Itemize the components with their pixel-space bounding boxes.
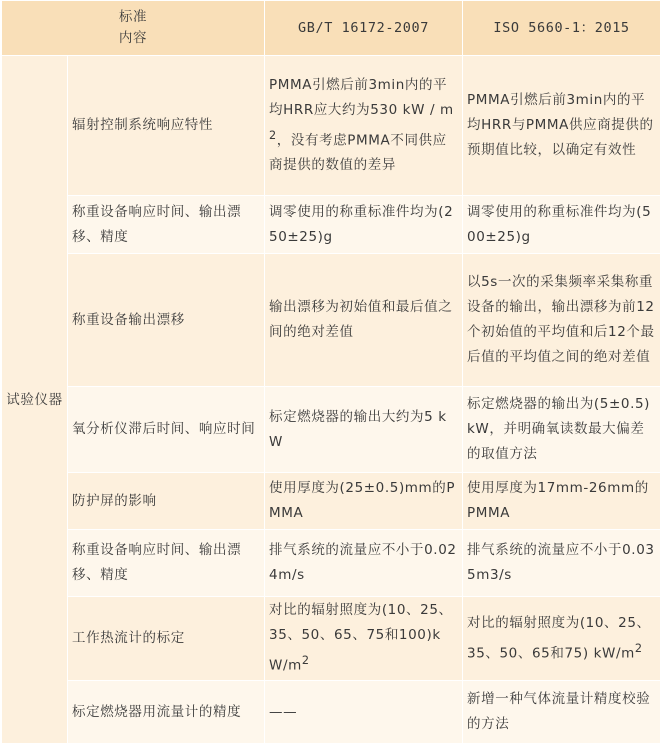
comparison-table xyxy=(1,0,661,744)
item-cell: 辐射控制系统响应特性 xyxy=(68,56,265,196)
item-cell: 工作热流计的标定 xyxy=(68,597,265,681)
iso-superscript: 2 xyxy=(634,641,643,655)
gb-cell xyxy=(265,597,463,681)
corner-header-standard: 标准 xyxy=(118,9,148,25)
gb-text: PMMA引燃后前3min内的平均HRR应大约为530 kW / m xyxy=(269,76,454,118)
gb-text: 对比的辐射照度为(10、25、35、50、65、75和100)kW/m xyxy=(269,602,453,674)
table-row xyxy=(2,56,661,196)
iso-cell xyxy=(463,597,661,681)
table-row xyxy=(2,196,661,254)
iso-cell: PMMA引燃后前3min内的平均HRR与PMMA供应商提供的预期值比较，以确定有效性 xyxy=(463,56,661,196)
table-row xyxy=(2,530,661,597)
table-row xyxy=(2,473,661,530)
gb-cell: 调零使用的称重标准件均为(250±25)g xyxy=(265,196,463,254)
iso-cell: 标定燃烧器的输出为(5±0.5)kW，并明确氧读数最大偏差的取值方法 xyxy=(463,387,661,473)
gb-cell: 标定燃烧器的输出大约为5 kW xyxy=(265,387,463,473)
gb-text-continued: ，没有考虑PMMA不同供应商提供的数值的差异 xyxy=(269,132,447,174)
table-row xyxy=(2,597,661,681)
iso-cell: 调零使用的称重标准件均为(500±25)g xyxy=(463,196,661,254)
item-cell: 防护屏的影响 xyxy=(68,473,265,530)
gb-column-header: GB/T 16172-2007 xyxy=(265,1,463,56)
category-cell: 试验仪器 xyxy=(2,56,68,744)
table-row xyxy=(2,254,661,387)
iso-cell: 以5s一次的采集频率采集称重设备的输出，输出漂移为前12个初始值的平均值和后12个最后值的平均值之间的绝对差值 xyxy=(463,254,661,387)
gb-superscript: 2 xyxy=(269,128,277,142)
item-cell: 氧分析仪滞后时间、响应时间 xyxy=(68,387,265,473)
corner-header-content: 内容 xyxy=(118,30,148,46)
iso-cell: 排气系统的流量应不小于0.035m3/s xyxy=(463,530,661,597)
iso-cell: 新增一种气体流量计精度校验的方法 xyxy=(463,681,661,744)
iso-column-header: ISO 5660-1：2015 xyxy=(463,1,661,56)
item-cell: 称重设备输出漂移 xyxy=(68,254,265,387)
iso-cell: 使用厚度为17mm-26mm的PMMA xyxy=(463,473,661,530)
gb-cell xyxy=(265,56,463,196)
item-cell: 称重设备响应时间、输出漂移、精度 xyxy=(68,530,265,597)
gb-cell: 排气系统的流量应不小于0.024m/s xyxy=(265,530,463,597)
table-row xyxy=(2,387,661,473)
iso-text: 对比的辐射照度为(10、25、35、50、65和75) kW/m xyxy=(467,614,651,662)
header-row xyxy=(2,1,661,56)
gb-cell: 输出漂移为初始值和最后值之间的绝对差值 xyxy=(265,254,463,387)
table-row xyxy=(2,681,661,744)
item-cell: 称重设备响应时间、输出漂移、精度 xyxy=(68,196,265,254)
item-cell: 标定燃烧器用流量计的精度 xyxy=(68,681,265,744)
gb-cell: 使用厚度为(25±0.5)mm的PMMA xyxy=(265,473,463,530)
gb-cell: —— xyxy=(265,681,463,744)
corner-header xyxy=(2,1,265,56)
gb-superscript: 2 xyxy=(301,654,310,668)
